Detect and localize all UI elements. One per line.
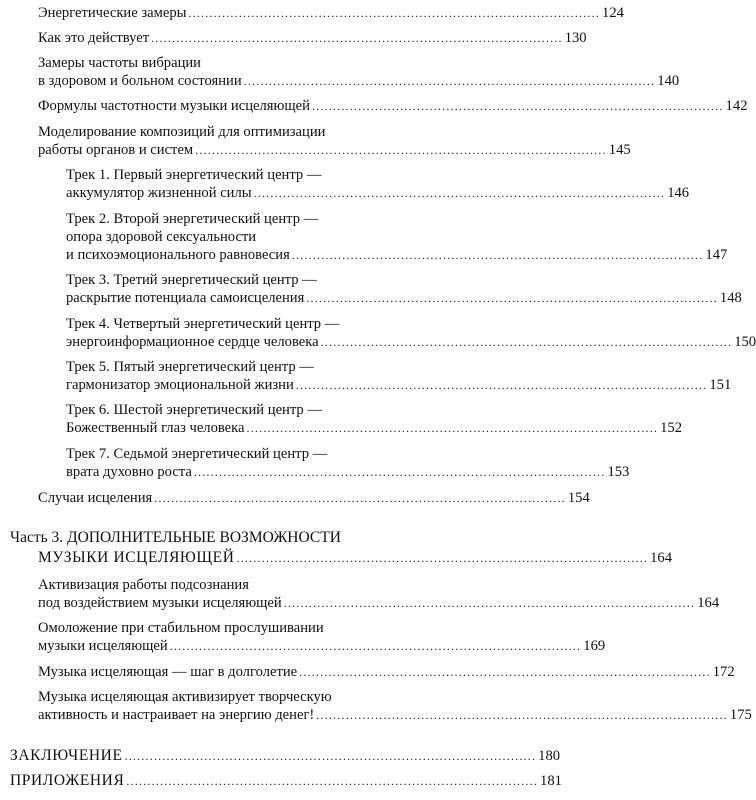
- toc-entry-page: 175: [729, 707, 752, 723]
- leader-dots: ..................................................................................................: [154, 491, 566, 505]
- toc-entry-title: активность и настраивает на энергию денег!: [38, 707, 315, 723]
- leader-dots: ..................................................................................................: [283, 596, 696, 610]
- toc-entry-title: музыки исцеляющей: [38, 638, 168, 654]
- toc-entry: [66, 333, 756, 351]
- toc-entry-title: аккумулятор жизненной силы: [66, 185, 252, 201]
- toc-entry-line: [66, 401, 470, 419]
- toc-entry: [66, 419, 683, 437]
- toc-entry-line: [38, 123, 470, 141]
- toc-entry: [38, 72, 680, 90]
- leader-dots: ..................................................................................................: [193, 465, 606, 479]
- toc-entry-title: энергоинформационное сердце человека: [66, 334, 319, 350]
- toc-entry: [38, 97, 748, 115]
- leader-dots: ..................................................................................................: [126, 774, 539, 788]
- toc-entry-page: 146: [667, 185, 690, 201]
- toc-entry: [66, 184, 690, 202]
- leader-dots: ..................................................................................................: [320, 335, 733, 349]
- toc-entry-title: раскрытие потенциала самоисцеления: [66, 290, 305, 306]
- toc-entry-line: [38, 688, 470, 706]
- toc-entry-line: [66, 228, 470, 246]
- toc-entry-page: 153: [607, 464, 630, 480]
- leader-dots: ..................................................................................................: [295, 378, 708, 392]
- leader-dots: ..................................................................................................: [195, 143, 607, 157]
- toc-entry-page: 172: [712, 664, 735, 680]
- toc-entry-title: опора здоровой сексуальности: [66, 229, 257, 245]
- toc-entry-title: Музыка исцеляющая — шаг в долголетие: [38, 664, 298, 680]
- toc-entry-title: Случаи исцеления: [38, 490, 153, 506]
- toc-entry-page: 169: [583, 638, 606, 654]
- toc-entry-title: Моделирование композиций для оптимизации: [38, 124, 326, 140]
- toc-entry-line: [66, 166, 470, 184]
- toc-entry-title: Трек 7. Седьмой энергетический центр —: [66, 446, 328, 462]
- toc-entry: [10, 747, 561, 765]
- toc-entry-page: 154: [567, 490, 590, 506]
- toc-entry-title: работы органов и систем: [38, 142, 194, 158]
- leader-dots: ..................................................................................................: [291, 248, 704, 262]
- toc-entry-line: [66, 358, 470, 376]
- leader-dots: ..................................................................................................: [124, 749, 537, 763]
- leader-dots: ..................................................................................................: [236, 551, 649, 565]
- leader-dots: ..................................................................................................: [306, 291, 718, 305]
- leader-dots: ..................................................................................................: [311, 99, 724, 113]
- toc-entry-title: Как это действует: [38, 30, 150, 46]
- toc-entry-title: гармонизатор эмоциональной жизни: [66, 377, 294, 393]
- toc-entry-page: 148: [719, 290, 742, 306]
- toc-entry-page: 152: [660, 420, 683, 436]
- leader-dots: ..................................................................................................: [246, 421, 659, 435]
- part-heading-title: Часть 3. ДОПОЛНИТЕЛЬНЫЕ ВОЗМОЖНОСТИ: [10, 529, 341, 546]
- toc-entry: [38, 637, 606, 655]
- toc-entry: [66, 289, 742, 307]
- toc-entry-page: 145: [608, 142, 631, 158]
- leader-dots: ..................................................................................................: [299, 665, 711, 679]
- toc-entry-line: [66, 315, 470, 333]
- toc-entry-title: и психоэмоционального равновесия: [66, 247, 290, 263]
- toc-entry: [38, 29, 587, 47]
- toc-entry-line: [38, 619, 470, 637]
- toc-entry-title: Музыка исцеляющая активизирует творческую: [38, 689, 332, 705]
- toc-entry: [66, 246, 728, 264]
- toc-entry: [38, 141, 631, 159]
- toc-entry-title: Трек 3. Третий энергетический центр —: [66, 272, 317, 288]
- toc-entry: [66, 463, 630, 481]
- toc-entry-title: Трек 4. Четвертый энергетический центр —: [66, 316, 340, 332]
- toc-entry-title: под воздействием музыки исцеляющей: [38, 595, 282, 611]
- part-heading: [38, 549, 673, 567]
- toc-entry-page: 180: [538, 748, 561, 764]
- toc-entry-page: 124: [602, 5, 624, 21]
- leader-dots: ..................................................................................................: [243, 74, 656, 88]
- toc-entry: [66, 376, 732, 394]
- toc-entry-title: Омоложение при стабильном прослушивании: [38, 620, 324, 636]
- leader-dots: ..................................................................................................: [151, 31, 563, 45]
- leader-dots: ..................................................................................................: [316, 708, 728, 722]
- part-heading-title: МУЗЫКИ ИСЦЕЛЯЮЩЕЙ: [38, 549, 235, 566]
- toc-entry-title: врата духовно роста: [66, 464, 192, 480]
- toc-entry-page: 181: [540, 773, 562, 789]
- toc-entry-page: 164: [650, 550, 673, 566]
- toc-entry-title: Трек 1. Первый энергетический центр —: [66, 167, 322, 183]
- toc-entry: [38, 594, 720, 612]
- toc-entry-title: Божественный глаз человека: [66, 420, 245, 436]
- toc-entry-title: в здоровом и больном состоянии: [38, 73, 242, 89]
- toc-entry-line: [66, 210, 470, 228]
- toc-entry-page: 164: [697, 595, 720, 611]
- toc-entry-title: Формулы частотности музыки исцеляющей: [38, 98, 310, 114]
- toc-entry-line: [66, 445, 470, 463]
- toc-entry-title: Замеры частоты вибрации: [38, 55, 201, 71]
- toc-entry: [38, 663, 735, 681]
- toc-entry-page: 142: [725, 98, 748, 114]
- toc-entry: [10, 772, 562, 790]
- toc-entry-page: 140: [657, 73, 680, 89]
- toc-entry-line: [66, 271, 470, 289]
- toc-entry-title: Активизация работы подсознания: [38, 577, 249, 593]
- toc-entry-page: 151: [709, 377, 732, 393]
- toc-entry-line: [38, 54, 470, 72]
- leader-dots: ..................................................................................................: [169, 639, 582, 653]
- toc-entry-title: Энергетические замеры: [38, 5, 187, 21]
- leader-dots: ..................................................................................................: [253, 186, 666, 200]
- toc-entry-title: ЗАКЛЮЧЕНИЕ: [10, 747, 123, 764]
- part-heading-line: [10, 529, 470, 547]
- leader-dots: ..................................................................................................: [188, 6, 601, 20]
- toc-entry-title: Трек 5. Пятый энергетический центр —: [66, 359, 314, 375]
- toc-entry: [38, 489, 590, 507]
- toc-entry: [38, 4, 624, 22]
- toc-entry-page: 147: [705, 247, 728, 263]
- toc-entry-title: ПРИЛОЖЕНИЯ: [10, 772, 125, 789]
- toc-entry-title: Трек 6. Шестой энергетический центр —: [66, 402, 322, 418]
- toc-entry-page: 150: [734, 334, 756, 350]
- toc-entry-title: Трек 2. Второй энергетический центр —: [66, 211, 319, 227]
- toc-entry: [38, 706, 752, 724]
- toc-entry-line: [38, 576, 470, 594]
- toc-entry-page: 130: [564, 30, 587, 46]
